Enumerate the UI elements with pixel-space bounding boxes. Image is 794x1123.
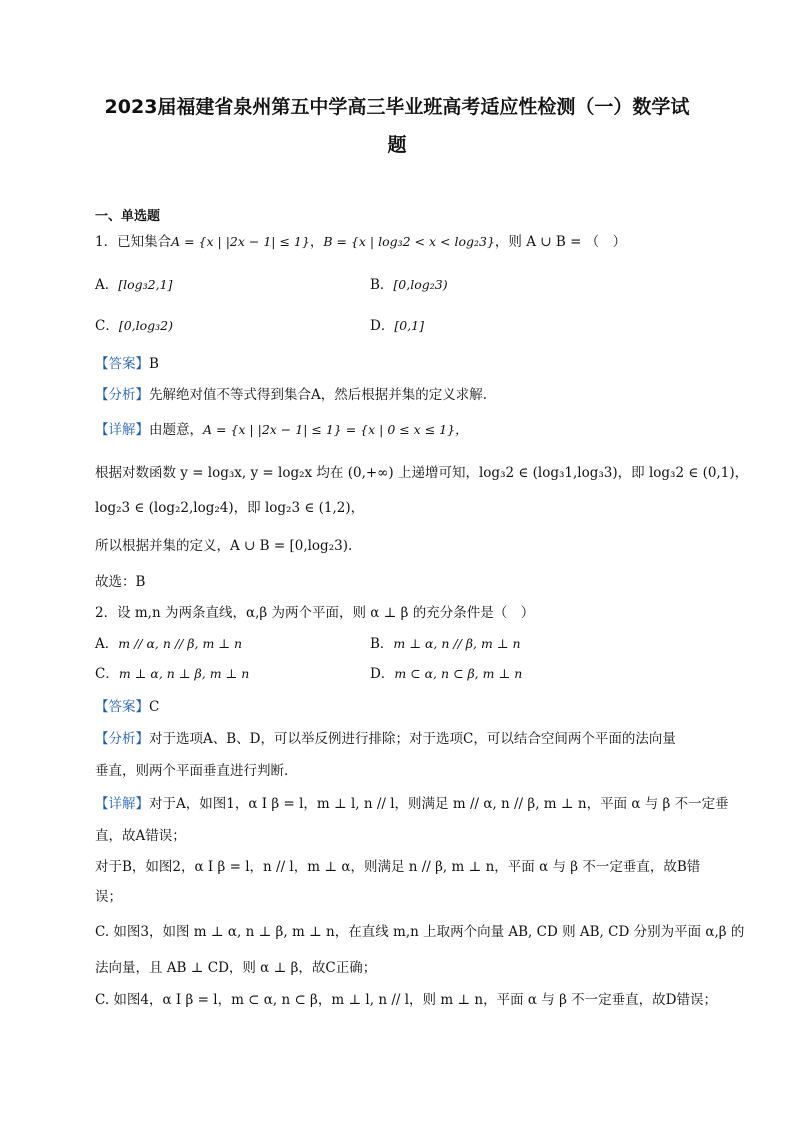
page-title xyxy=(70,88,724,164)
q2-detail-6: 法向量，且 AB ⊥ CD，则 α ⊥ β，故C正确； xyxy=(95,960,377,976)
option-value: m ⊥ α, n // β, m ⊥ n xyxy=(393,636,521,651)
q1-option-c xyxy=(95,316,173,336)
option-label: D． xyxy=(370,666,395,682)
q1-detail-1 xyxy=(95,420,468,440)
option-value: m ⊂ α, n ⊂ β, m ⊥ n xyxy=(394,666,523,681)
q2-option-a xyxy=(95,634,242,654)
q1-detail-2: 根据对数函数 y = log₃x, y = log₂x 均在 (0,+∞) 上递增可知，log₃2 ∈ (log₃1,log₃3)，即 log₃2 ∈ (0,1)， xyxy=(95,465,749,481)
q2-detail-5: C. 如图3，如图 m ⊥ α, n ⊥ β, m ⊥ n，在直线 m,n 上取两个向量 AB, CD 则 AB, CD 分别为平面 α,β 的 xyxy=(95,924,745,940)
option-label: A． xyxy=(95,636,119,652)
analysis-tag: 【分析】 xyxy=(95,731,149,747)
q1-set-a: A = {x | |2x − 1| ≤ 1} xyxy=(171,234,310,249)
answer-value: C xyxy=(149,699,160,715)
answer-tag: 【答案】 xyxy=(95,699,149,715)
q1-sep: ， xyxy=(309,234,324,250)
q2-option-d xyxy=(370,664,522,684)
q1-option-d xyxy=(370,316,424,336)
section-heading: 一、单选题 xyxy=(95,209,161,224)
q2-detail-2: 直，故A错误； xyxy=(95,828,186,844)
option-label: A． xyxy=(95,277,119,293)
detail-text: 由题意， xyxy=(149,422,203,438)
option-value: [0,log₃2) xyxy=(118,318,174,333)
q1-ask: ，则 A ∪ B = （ ） xyxy=(494,234,627,250)
answer-tag: 【答案】 xyxy=(95,356,149,372)
q2-detail-7: C. 如图4，α I β = l，m ⊂ α, n ⊂ β，m ⊥ l, n // l，则 m ⊥ n，平面 α 与 β 不一定垂直，故D错误； xyxy=(95,992,718,1008)
q1-answer xyxy=(95,354,159,374)
answer-value: B xyxy=(149,356,159,372)
option-value: [0,1] xyxy=(394,318,424,333)
option-value: [0,log₂3) xyxy=(393,277,448,292)
detail-tag: 【详解】 xyxy=(95,422,149,438)
analysis-text: 对于选项A、B、D，可以举反例进行排除；对于选项C，可以结合空间两个平面的法向量 xyxy=(149,731,676,747)
option-label: D． xyxy=(370,318,395,334)
option-label: C． xyxy=(95,318,119,334)
option-value: [log₃2,1] xyxy=(118,277,173,292)
q2-analysis-2: 垂直，则两个平面垂直进行判断. xyxy=(95,763,289,779)
q1-detail-3: log₂3 ∈ (log₂2,log₂4)，即 log₂3 ∈ (1,2)， xyxy=(95,500,365,516)
detail-math: A = {x | |2x − 1| ≤ 1} = {x | 0 ≤ x ≤ 1}， xyxy=(203,422,468,437)
q2-option-b xyxy=(370,634,521,654)
q2-detail-1 xyxy=(95,794,729,814)
q2-detail-4: 误； xyxy=(95,889,122,905)
q1-detail-4: 所以根据并集的定义，A ∪ B = [0,log₂3). xyxy=(95,538,353,554)
q2-option-c xyxy=(95,664,249,684)
q1-stem xyxy=(95,232,626,252)
option-value: m // α, n // β, m ⊥ n xyxy=(118,636,243,651)
option-label: C． xyxy=(95,666,119,682)
option-value: m ⊥ α, n ⊥ β, m ⊥ n xyxy=(118,666,250,681)
q1-analysis xyxy=(95,385,487,405)
q1-set-b: B = {x | log₃2 < x < log₂3} xyxy=(323,234,495,249)
q2-analysis-1 xyxy=(95,729,676,749)
q2-answer xyxy=(95,697,159,717)
detail-text: 对于A，如图1，α I β = l，m ⊥ l, n // l，则满足 m // α, n // β, m ⊥ n，平面 α 与 β 不一定垂 xyxy=(149,796,729,812)
title-line-1: 2023届福建省泉州第五中学高三毕业班高考适应性检测（一）数学试 xyxy=(104,96,690,118)
q2-stem: 2．设 m,n 为两条直线，α,β 为两个平面，则 α ⊥ β 的充分条件是（ ） xyxy=(95,605,535,621)
q1-option-a xyxy=(95,275,172,295)
option-label: B． xyxy=(370,636,394,652)
analysis-text: 先解绝对值不等式得到集合A，然后根据并集的定义求解. xyxy=(149,387,488,403)
option-label: B． xyxy=(370,277,394,293)
q2-detail-3: 对于B，如图2，α I β = l，n // l，m ⊥ α，则满足 n // β, m ⊥ n，平面 α 与 β 不一定垂直，故B错 xyxy=(95,859,701,875)
analysis-tag: 【分析】 xyxy=(95,387,149,403)
q1-stem-text: 1．已知集合 xyxy=(95,234,172,250)
detail-tag: 【详解】 xyxy=(95,796,149,812)
q1-option-b xyxy=(370,275,448,295)
title-line-2: 题 xyxy=(387,134,407,156)
q1-final: 故选：B xyxy=(95,574,146,590)
